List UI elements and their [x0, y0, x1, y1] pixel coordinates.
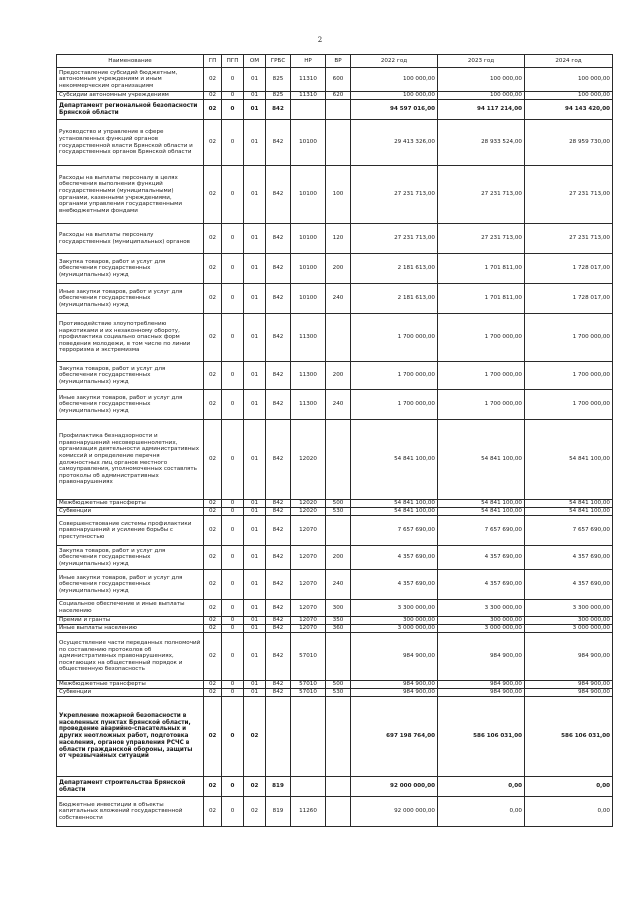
cell-vr: 500 [326, 500, 351, 508]
cell-2023: 28 933 524,00 [438, 120, 525, 166]
cell-nr [291, 697, 326, 777]
cell-gp: 02 [204, 500, 222, 508]
cell-grbs: 842 [266, 546, 291, 570]
cell-om: 01 [244, 284, 266, 314]
cell-nr: 57010 [291, 633, 326, 681]
cell-gp: 02 [204, 254, 222, 284]
cell-pgp: 0 [222, 224, 244, 254]
cell-name: Закупка товаров, работ и услуг для обеспечения государственных (муниципальных) нужд [57, 362, 204, 390]
cell-om: 01 [244, 508, 266, 516]
cell-grbs: 842 [266, 625, 291, 633]
cell-grbs: 842 [266, 420, 291, 500]
header-year-2023: 2023 год [438, 55, 525, 68]
cell-om: 01 [244, 166, 266, 224]
cell-nr: 11260 [291, 797, 326, 827]
cell-2024: 1 728 017,00 [525, 254, 613, 284]
cell-grbs: 842 [266, 689, 291, 697]
cell-grbs: 842 [266, 100, 291, 120]
table-row [57, 546, 613, 570]
table-row [57, 617, 613, 625]
cell-om: 01 [244, 689, 266, 697]
cell-vr [326, 797, 351, 827]
cell-2024: 28 959 730,00 [525, 120, 613, 166]
cell-name: Департамент строительства Брянской области [57, 777, 204, 797]
cell-2024: 0,00 [525, 797, 613, 827]
cell-2022: 29 413 326,00 [351, 120, 438, 166]
table-row [57, 390, 613, 420]
cell-name: Осуществление части переданных полномочий по составлению протоколов об административных правонарушениях, посягающих на общественный порядок и общественную безопасность [57, 633, 204, 681]
table-row [57, 254, 613, 284]
table-row [57, 120, 613, 166]
cell-pgp: 0 [222, 314, 244, 362]
cell-om: 01 [244, 224, 266, 254]
cell-vr [326, 697, 351, 777]
cell-grbs: 842 [266, 516, 291, 546]
cell-name: Межбюджетные трансферты [57, 681, 204, 689]
cell-gp: 02 [204, 92, 222, 100]
cell-2024: 984 900,00 [525, 681, 613, 689]
cell-name: Субсидии автономным учреждениям [57, 92, 204, 100]
table-row [57, 224, 613, 254]
cell-grbs: 819 [266, 777, 291, 797]
cell-2023: 94 117 214,00 [438, 100, 525, 120]
cell-om: 01 [244, 516, 266, 546]
cell-2023: 586 106 031,00 [438, 697, 525, 777]
table-row [57, 166, 613, 224]
table-row [57, 625, 613, 633]
cell-nr [291, 100, 326, 120]
cell-nr: 10100 [291, 224, 326, 254]
cell-pgp: 0 [222, 633, 244, 681]
cell-om: 01 [244, 100, 266, 120]
cell-nr: 11300 [291, 362, 326, 390]
cell-2022: 92 000 000,00 [351, 797, 438, 827]
cell-om: 01 [244, 254, 266, 284]
cell-2022: 92 000 000,00 [351, 777, 438, 797]
header-nr: НР [291, 55, 326, 68]
cell-gp: 02 [204, 390, 222, 420]
cell-vr: 200 [326, 254, 351, 284]
cell-name: Премии и гранты [57, 617, 204, 625]
table-row [57, 92, 613, 100]
cell-gp: 02 [204, 625, 222, 633]
cell-gp: 02 [204, 68, 222, 92]
cell-2023: 0,00 [438, 797, 525, 827]
cell-name: Иные закупки товаров, работ и услуг для обеспечения государственных (муниципальных) нужд [57, 284, 204, 314]
cell-2023: 984 900,00 [438, 633, 525, 681]
cell-nr: 10100 [291, 284, 326, 314]
cell-nr: 10100 [291, 120, 326, 166]
cell-vr: 530 [326, 508, 351, 516]
cell-grbs: 825 [266, 92, 291, 100]
cell-nr: 57010 [291, 681, 326, 689]
cell-pgp: 0 [222, 166, 244, 224]
cell-om: 02 [244, 697, 266, 777]
cell-name: Расходы на выплаты персоналу в целях обеспечения выполнения функций государственными (муниципальными) органами, казенными учреждениями, органами управления государственными внебюджетными фондами [57, 166, 204, 224]
cell-om: 02 [244, 777, 266, 797]
cell-pgp: 0 [222, 390, 244, 420]
cell-om: 01 [244, 68, 266, 92]
cell-grbs: 842 [266, 284, 291, 314]
cell-pgp: 0 [222, 777, 244, 797]
cell-2023: 1 701 811,00 [438, 254, 525, 284]
cell-2023: 300 000,00 [438, 617, 525, 625]
cell-nr: 12070 [291, 570, 326, 600]
cell-2022: 94 597 016,00 [351, 100, 438, 120]
cell-name: Руководство и управление в сфере установленных функций органов государственной власти Брянской области и государственных органов Брянской области [57, 120, 204, 166]
cell-2024: 4 357 690,00 [525, 546, 613, 570]
cell-2022: 4 357 690,00 [351, 570, 438, 600]
cell-2023: 7 657 690,00 [438, 516, 525, 546]
cell-gp: 02 [204, 570, 222, 600]
cell-2023: 984 900,00 [438, 681, 525, 689]
cell-2022: 4 357 690,00 [351, 546, 438, 570]
cell-vr: 240 [326, 570, 351, 600]
cell-gp: 02 [204, 166, 222, 224]
cell-pgp: 0 [222, 546, 244, 570]
cell-2024: 1 700 000,00 [525, 390, 613, 420]
cell-2022: 697 198 764,00 [351, 697, 438, 777]
cell-pgp: 0 [222, 68, 244, 92]
table-row [57, 689, 613, 697]
cell-2024: 27 231 713,00 [525, 224, 613, 254]
cell-grbs: 842 [266, 362, 291, 390]
cell-name: Межбюджетные трансферты [57, 500, 204, 508]
cell-2022: 1 700 000,00 [351, 362, 438, 390]
cell-2022: 984 900,00 [351, 689, 438, 697]
cell-nr: 12070 [291, 516, 326, 546]
cell-pgp: 0 [222, 120, 244, 166]
cell-vr: 100 [326, 166, 351, 224]
cell-2024: 4 357 690,00 [525, 570, 613, 600]
cell-2024: 54 841 100,00 [525, 500, 613, 508]
cell-gp: 02 [204, 224, 222, 254]
cell-pgp: 0 [222, 625, 244, 633]
cell-name: Иные закупки товаров, работ и услуг для обеспечения государственных (муниципальных) нужд [57, 390, 204, 420]
cell-grbs: 842 [266, 314, 291, 362]
cell-pgp: 0 [222, 681, 244, 689]
cell-gp: 02 [204, 617, 222, 625]
cell-2023: 1 700 000,00 [438, 362, 525, 390]
cell-nr: 10100 [291, 254, 326, 284]
cell-vr: 240 [326, 284, 351, 314]
cell-name: Совершенствование системы профилактики правонарушений и усиление борьбы с преступностью [57, 516, 204, 546]
cell-2022: 1 700 000,00 [351, 390, 438, 420]
cell-nr: 12020 [291, 420, 326, 500]
cell-2024: 0,00 [525, 777, 613, 797]
cell-2022: 984 900,00 [351, 681, 438, 689]
table-row [57, 600, 613, 617]
cell-grbs: 842 [266, 617, 291, 625]
cell-pgp: 0 [222, 570, 244, 600]
cell-om: 01 [244, 390, 266, 420]
cell-gp: 02 [204, 516, 222, 546]
cell-nr: 12070 [291, 617, 326, 625]
cell-gp: 02 [204, 689, 222, 697]
cell-2022: 27 231 713,00 [351, 224, 438, 254]
cell-2024: 27 231 713,00 [525, 166, 613, 224]
cell-2023: 100 000,00 [438, 68, 525, 92]
cell-nr: 12070 [291, 625, 326, 633]
cell-2024: 586 106 031,00 [525, 697, 613, 777]
table-row [57, 420, 613, 500]
cell-2024: 3 000 000,00 [525, 625, 613, 633]
cell-2023: 3 300 000,00 [438, 600, 525, 617]
header-gp: ГП [204, 55, 222, 68]
header-name: Наименование [57, 55, 204, 68]
cell-gp: 02 [204, 600, 222, 617]
cell-nr: 11310 [291, 92, 326, 100]
cell-grbs: 825 [266, 68, 291, 92]
cell-grbs: 842 [266, 508, 291, 516]
cell-pgp: 0 [222, 420, 244, 500]
cell-2023: 4 357 690,00 [438, 546, 525, 570]
cell-nr: 10100 [291, 166, 326, 224]
cell-vr: 600 [326, 68, 351, 92]
cell-vr: 350 [326, 617, 351, 625]
cell-name: Укрепление пожарной безопасности в населенных пунктах Брянской области, проведение аварийно-спасательных и других неотложных работ, подготовка населения, органов управления РСЧС в области гражданской обороны, защиты от чрезвычайных ситуаций [57, 697, 204, 777]
cell-nr: 11300 [291, 390, 326, 420]
table-row [57, 314, 613, 362]
cell-2024: 7 657 690,00 [525, 516, 613, 546]
cell-gp: 02 [204, 697, 222, 777]
cell-grbs: 842 [266, 570, 291, 600]
cell-pgp: 0 [222, 508, 244, 516]
cell-2022: 7 657 690,00 [351, 516, 438, 546]
table-row [57, 797, 613, 827]
cell-gp: 02 [204, 797, 222, 827]
cell-pgp: 0 [222, 689, 244, 697]
table-header-row [57, 55, 613, 68]
cell-vr: 240 [326, 390, 351, 420]
cell-om: 01 [244, 362, 266, 390]
cell-gp: 02 [204, 633, 222, 681]
page-number: 2 [317, 36, 323, 44]
cell-vr [326, 516, 351, 546]
cell-pgp: 0 [222, 254, 244, 284]
cell-2022: 3 300 000,00 [351, 600, 438, 617]
cell-pgp: 0 [222, 797, 244, 827]
cell-grbs: 842 [266, 600, 291, 617]
cell-2024: 984 900,00 [525, 633, 613, 681]
cell-2023: 1 700 000,00 [438, 314, 525, 362]
cell-2022: 54 841 100,00 [351, 420, 438, 500]
cell-2024: 1 728 017,00 [525, 284, 613, 314]
cell-2023: 54 841 100,00 [438, 500, 525, 508]
header-year-2022: 2022 год [351, 55, 438, 68]
cell-2023: 1 701 811,00 [438, 284, 525, 314]
cell-vr: 500 [326, 681, 351, 689]
cell-nr: 12020 [291, 508, 326, 516]
header-om: ОМ [244, 55, 266, 68]
cell-name: Департамент региональной безопасности Брянской области [57, 100, 204, 120]
cell-2022: 100 000,00 [351, 92, 438, 100]
cell-vr [326, 633, 351, 681]
cell-nr: 11310 [291, 68, 326, 92]
table-row [57, 284, 613, 314]
cell-grbs: 842 [266, 390, 291, 420]
cell-om: 01 [244, 120, 266, 166]
cell-name: Закупка товаров, работ и услуг для обеспечения государственных (муниципальных) нужд [57, 546, 204, 570]
cell-grbs: 842 [266, 633, 291, 681]
table-row [57, 508, 613, 516]
table-row [57, 516, 613, 546]
cell-gp: 02 [204, 100, 222, 120]
cell-om: 02 [244, 797, 266, 827]
cell-2024: 1 700 000,00 [525, 314, 613, 362]
table-row [57, 500, 613, 508]
cell-2022: 3 000 000,00 [351, 625, 438, 633]
cell-vr: 200 [326, 362, 351, 390]
cell-vr: 530 [326, 689, 351, 697]
cell-om: 01 [244, 633, 266, 681]
cell-2022: 27 231 713,00 [351, 166, 438, 224]
cell-2023: 54 841 100,00 [438, 420, 525, 500]
cell-gp: 02 [204, 362, 222, 390]
cell-name: Закупка товаров, работ и услуг для обеспечения государственных (муниципальных) нужд [57, 254, 204, 284]
cell-2024: 94 143 420,00 [525, 100, 613, 120]
cell-vr: 200 [326, 546, 351, 570]
cell-grbs: 842 [266, 681, 291, 689]
cell-om: 01 [244, 570, 266, 600]
cell-nr: 11300 [291, 314, 326, 362]
cell-2022: 300 000,00 [351, 617, 438, 625]
cell-name: Расходы на выплаты персоналу государственных (муниципальных) органов [57, 224, 204, 254]
cell-2022: 54 841 100,00 [351, 508, 438, 516]
cell-2024: 3 300 000,00 [525, 600, 613, 617]
budget-table [56, 54, 613, 827]
cell-name: Противодействие злоупотреблению наркотиками и их незаконному обороту, профилактика социально опасных форм поведения молодежи, в том числе по линии терроризма и экстремизма [57, 314, 204, 362]
cell-pgp: 0 [222, 516, 244, 546]
table-row [57, 570, 613, 600]
cell-om: 01 [244, 617, 266, 625]
cell-nr: 57010 [291, 689, 326, 697]
cell-om: 01 [244, 681, 266, 689]
cell-gp: 02 [204, 681, 222, 689]
table-row [57, 68, 613, 92]
cell-pgp: 0 [222, 362, 244, 390]
table-row [57, 697, 613, 777]
cell-2024: 54 841 100,00 [525, 508, 613, 516]
cell-vr [326, 420, 351, 500]
cell-grbs: 842 [266, 120, 291, 166]
cell-om: 01 [244, 314, 266, 362]
cell-gp: 02 [204, 777, 222, 797]
cell-om: 01 [244, 625, 266, 633]
cell-grbs: 819 [266, 797, 291, 827]
cell-grbs: 842 [266, 500, 291, 508]
cell-2023: 100 000,00 [438, 92, 525, 100]
cell-pgp: 0 [222, 284, 244, 314]
cell-2023: 27 231 713,00 [438, 166, 525, 224]
table-row [57, 777, 613, 797]
cell-pgp: 0 [222, 697, 244, 777]
cell-name: Бюджетные инвестиции в объекты капитальных вложений государственной собственности [57, 797, 204, 827]
table-row [57, 633, 613, 681]
cell-2022: 2 181 613,00 [351, 254, 438, 284]
cell-name: Иные закупки товаров, работ и услуг для обеспечения государственных (муниципальных) нужд [57, 570, 204, 600]
cell-2023: 1 700 000,00 [438, 390, 525, 420]
cell-vr: 620 [326, 92, 351, 100]
cell-2023: 27 231 713,00 [438, 224, 525, 254]
cell-2023: 54 841 100,00 [438, 508, 525, 516]
cell-name: Иные выплаты населению [57, 625, 204, 633]
table-row [57, 100, 613, 120]
header-vr: ВР [326, 55, 351, 68]
cell-vr [326, 314, 351, 362]
cell-pgp: 0 [222, 92, 244, 100]
header-year-2024: 2024 год [525, 55, 613, 68]
cell-2023: 0,00 [438, 777, 525, 797]
cell-om: 01 [244, 546, 266, 570]
cell-pgp: 0 [222, 100, 244, 120]
cell-grbs: 842 [266, 166, 291, 224]
cell-vr [326, 100, 351, 120]
cell-name: Предоставление субсидий бюджетным, автономным учреждениям и иным некоммерческим организациям [57, 68, 204, 92]
cell-grbs [266, 697, 291, 777]
cell-2023: 3 000 000,00 [438, 625, 525, 633]
cell-2022: 100 000,00 [351, 68, 438, 92]
cell-2024: 54 841 100,00 [525, 420, 613, 500]
cell-pgp: 0 [222, 500, 244, 508]
cell-vr [326, 120, 351, 166]
cell-name: Субвенции [57, 689, 204, 697]
cell-2024: 300 000,00 [525, 617, 613, 625]
cell-2023: 984 900,00 [438, 689, 525, 697]
cell-vr: 300 [326, 600, 351, 617]
cell-name: Субвенции [57, 508, 204, 516]
cell-gp: 02 [204, 420, 222, 500]
cell-gp: 02 [204, 508, 222, 516]
cell-vr: 120 [326, 224, 351, 254]
cell-pgp: 0 [222, 617, 244, 625]
cell-om: 01 [244, 92, 266, 100]
cell-nr: 12070 [291, 600, 326, 617]
cell-grbs: 842 [266, 254, 291, 284]
cell-2022: 1 700 000,00 [351, 314, 438, 362]
cell-gp: 02 [204, 284, 222, 314]
cell-name: Профилактика безнадзорности и правонарушений несовершеннолетних, организация деятельности административных комиссий и определение перечня должностных лиц органов местного самоуправления, уполномоченных составлять протоколы об административных правонарушениях [57, 420, 204, 500]
cell-nr: 12070 [291, 546, 326, 570]
cell-2023: 4 357 690,00 [438, 570, 525, 600]
cell-2024: 1 700 000,00 [525, 362, 613, 390]
cell-name: Социальное обеспечение и иные выплаты населению [57, 600, 204, 617]
cell-grbs: 842 [266, 224, 291, 254]
cell-nr: 12020 [291, 500, 326, 508]
cell-nr [291, 777, 326, 797]
cell-gp: 02 [204, 546, 222, 570]
header-pgp: ПГП [222, 55, 244, 68]
cell-2022: 54 841 100,00 [351, 500, 438, 508]
cell-2022: 2 181 613,00 [351, 284, 438, 314]
table-row [57, 681, 613, 689]
cell-2024: 100 000,00 [525, 92, 613, 100]
cell-2024: 984 900,00 [525, 689, 613, 697]
cell-om: 01 [244, 500, 266, 508]
cell-vr: 360 [326, 625, 351, 633]
table-row [57, 362, 613, 390]
cell-om: 01 [244, 420, 266, 500]
cell-gp: 02 [204, 314, 222, 362]
header-grbs: ГРБС [266, 55, 291, 68]
cell-pgp: 0 [222, 600, 244, 617]
cell-gp: 02 [204, 120, 222, 166]
cell-vr [326, 777, 351, 797]
cell-2024: 100 000,00 [525, 68, 613, 92]
cell-2022: 984 900,00 [351, 633, 438, 681]
cell-om: 01 [244, 600, 266, 617]
